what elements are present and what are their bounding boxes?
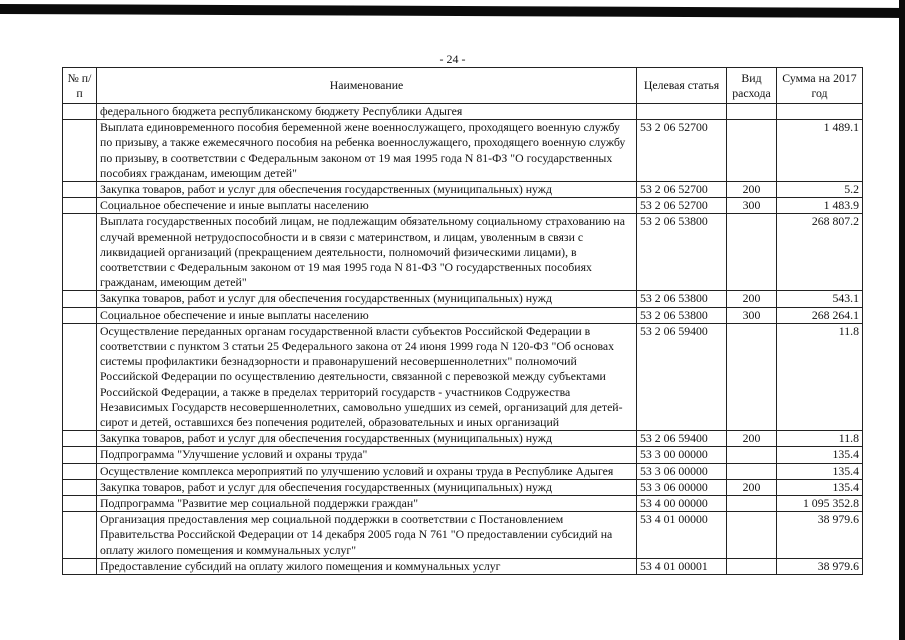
cell-code xyxy=(637,104,727,120)
cell-type xyxy=(727,104,777,120)
cell-num xyxy=(63,323,97,430)
table-row xyxy=(63,214,863,291)
cell-code: 53 4 01 00000 xyxy=(637,512,727,559)
table-row xyxy=(63,182,863,198)
cell-num xyxy=(63,431,97,447)
cell-code: 53 2 06 53800 xyxy=(637,291,727,307)
cell-num xyxy=(63,447,97,463)
cell-sum xyxy=(777,104,863,120)
cell-code: 53 2 06 52700 xyxy=(637,182,727,198)
table-row xyxy=(63,120,863,182)
cell-code: 53 2 06 59400 xyxy=(637,431,727,447)
cell-sum: 135.4 xyxy=(777,479,863,495)
cell-type: 200 xyxy=(727,431,777,447)
cell-sum: 11.8 xyxy=(777,323,863,430)
scan-right-border xyxy=(899,0,905,640)
cell-name: Осуществление комплекса мероприятий по улучшению условий и охраны труда в Республике Адыгея xyxy=(97,463,637,479)
cell-num xyxy=(63,214,97,291)
cell-num xyxy=(63,307,97,323)
cell-type xyxy=(727,323,777,430)
table-body xyxy=(63,104,863,575)
cell-type: 300 xyxy=(727,307,777,323)
cell-num xyxy=(63,182,97,198)
cell-name: федерального бюджета республиканскому бюджету Республики Адыгея xyxy=(97,104,637,120)
cell-name: Предоставление субсидий на оплату жилого помещения и коммунальных услуг xyxy=(97,558,637,574)
cell-sum: 38 979.6 xyxy=(777,512,863,559)
cell-name: Закупка товаров, работ и услуг для обеспечения государственных (муниципальных) нужд xyxy=(97,182,637,198)
header-name: Наименование xyxy=(97,68,637,104)
cell-num xyxy=(63,512,97,559)
table-row xyxy=(63,323,863,430)
cell-sum: 1 483.9 xyxy=(777,198,863,214)
cell-num xyxy=(63,104,97,120)
cell-type xyxy=(727,558,777,574)
table-row xyxy=(63,447,863,463)
table-header-row xyxy=(63,68,863,104)
cell-name: Закупка товаров, работ и услуг для обеспечения государственных (муниципальных) нужд xyxy=(97,479,637,495)
table-row xyxy=(63,463,863,479)
cell-type xyxy=(727,214,777,291)
cell-code: 53 2 06 59400 xyxy=(637,323,727,430)
cell-num xyxy=(63,291,97,307)
cell-type xyxy=(727,120,777,182)
cell-type xyxy=(727,496,777,512)
cell-type: 300 xyxy=(727,198,777,214)
scan-top-border xyxy=(0,0,905,18)
cell-type xyxy=(727,447,777,463)
header-num: № п/п xyxy=(63,68,97,104)
cell-type xyxy=(727,463,777,479)
cell-sum: 11.8 xyxy=(777,431,863,447)
cell-name: Социальное обеспечение и иные выплаты населению xyxy=(97,198,637,214)
table-row xyxy=(63,479,863,495)
cell-name: Подпрограмма "Развитие мер социальной поддержки граждан" xyxy=(97,496,637,512)
cell-sum: 38 979.6 xyxy=(777,558,863,574)
budget-table xyxy=(62,67,863,575)
cell-name: Социальное обеспечение и иные выплаты населению xyxy=(97,307,637,323)
cell-code: 53 2 06 52700 xyxy=(637,198,727,214)
cell-sum: 543.1 xyxy=(777,291,863,307)
cell-type: 200 xyxy=(727,291,777,307)
cell-code: 53 3 06 00000 xyxy=(637,463,727,479)
cell-num xyxy=(63,496,97,512)
header-type: Вид расхода xyxy=(727,68,777,104)
cell-sum: 268 264.1 xyxy=(777,307,863,323)
cell-code: 53 2 06 52700 xyxy=(637,120,727,182)
table-row xyxy=(63,104,863,120)
cell-num xyxy=(63,198,97,214)
cell-sum: 135.4 xyxy=(777,463,863,479)
cell-name: Выплата единовременного пособия беременной жене военнослужащего, проходящего военную службу по призыву, а также ежемесячного пособия на ребенка военнослужащего, проходящего военную службу по призыву, в соответствии с Федеральным законом от 19 мая 1995 года N 81-ФЗ "О государственных пособиях гражданам, имеющим детей" xyxy=(97,120,637,182)
table-row xyxy=(63,558,863,574)
cell-type: 200 xyxy=(727,182,777,198)
cell-num xyxy=(63,463,97,479)
cell-code: 53 4 00 00000 xyxy=(637,496,727,512)
table-row xyxy=(63,291,863,307)
cell-type xyxy=(727,512,777,559)
table-row xyxy=(63,307,863,323)
cell-sum: 1 489.1 xyxy=(777,120,863,182)
cell-code: 53 3 00 00000 xyxy=(637,447,727,463)
cell-code: 53 2 06 53800 xyxy=(637,214,727,291)
cell-name: Закупка товаров, работ и услуг для обеспечения государственных (муниципальных) нужд xyxy=(97,431,637,447)
cell-sum: 5.2 xyxy=(777,182,863,198)
table-row xyxy=(63,496,863,512)
cell-name: Закупка товаров, работ и услуг для обеспечения государственных (муниципальных) нужд xyxy=(97,291,637,307)
cell-sum: 1 095 352.8 xyxy=(777,496,863,512)
page-number: - 24 - xyxy=(439,52,466,66)
cell-type: 200 xyxy=(727,479,777,495)
cell-name: Выплата государственных пособий лицам, не подлежащим обязательному социальному страхованию на случай временной нетрудоспособности и в связи с материнством, и лицам, уволенным в связи с ликвидацией организаций (прекращением деятельности, полномочий физическими лицами), в соответствии с Федеральным законом от 19 мая 1995 года N 81-ФЗ "О государственных пособиях гражданам, имеющим детей" xyxy=(97,214,637,291)
cell-num xyxy=(63,558,97,574)
cell-code: 53 3 06 00000 xyxy=(637,479,727,495)
cell-code: 53 4 01 00001 xyxy=(637,558,727,574)
table-row xyxy=(63,198,863,214)
cell-name: Осуществление переданных органам государственной власти субъектов Российской Федерации в соответствии с пунктом 3 статьи 25 Федерального закона от 24 июня 1999 года N 120-ФЗ "Об основах системы профилактики безнадзорности и правонарушений несовершеннолетних" полномочий Российской Федерации по осуществлению деятельности, связанной с перевозкой между субъектами Российской Федерации, а также в пределах территорий государств - участников Содружества Независимых Государств несовершеннолетних, самовольно ушедших из семей, организаций для детей-сирот и детей, оставшихся без попечения родителей, образовательных и иных организаций xyxy=(97,323,637,430)
cell-name: Подпрограмма "Улучшение условий и охраны труда" xyxy=(97,447,637,463)
cell-name: Организация предоставления мер социальной поддержки в соответствии с Постановлением Правительства Российской Федерации от 14 декабря 2005 года N 761 "О предоставлении субсидий на оплату жилого помещения и коммунальных услуг" xyxy=(97,512,637,559)
table-row xyxy=(63,512,863,559)
header-code: Целевая статья xyxy=(637,68,727,104)
cell-sum: 135.4 xyxy=(777,447,863,463)
table-row xyxy=(63,431,863,447)
cell-code: 53 2 06 53800 xyxy=(637,307,727,323)
cell-sum: 268 807.2 xyxy=(777,214,863,291)
cell-num xyxy=(63,479,97,495)
header-sum: Сумма на 2017 год xyxy=(777,68,863,104)
cell-num xyxy=(63,120,97,182)
